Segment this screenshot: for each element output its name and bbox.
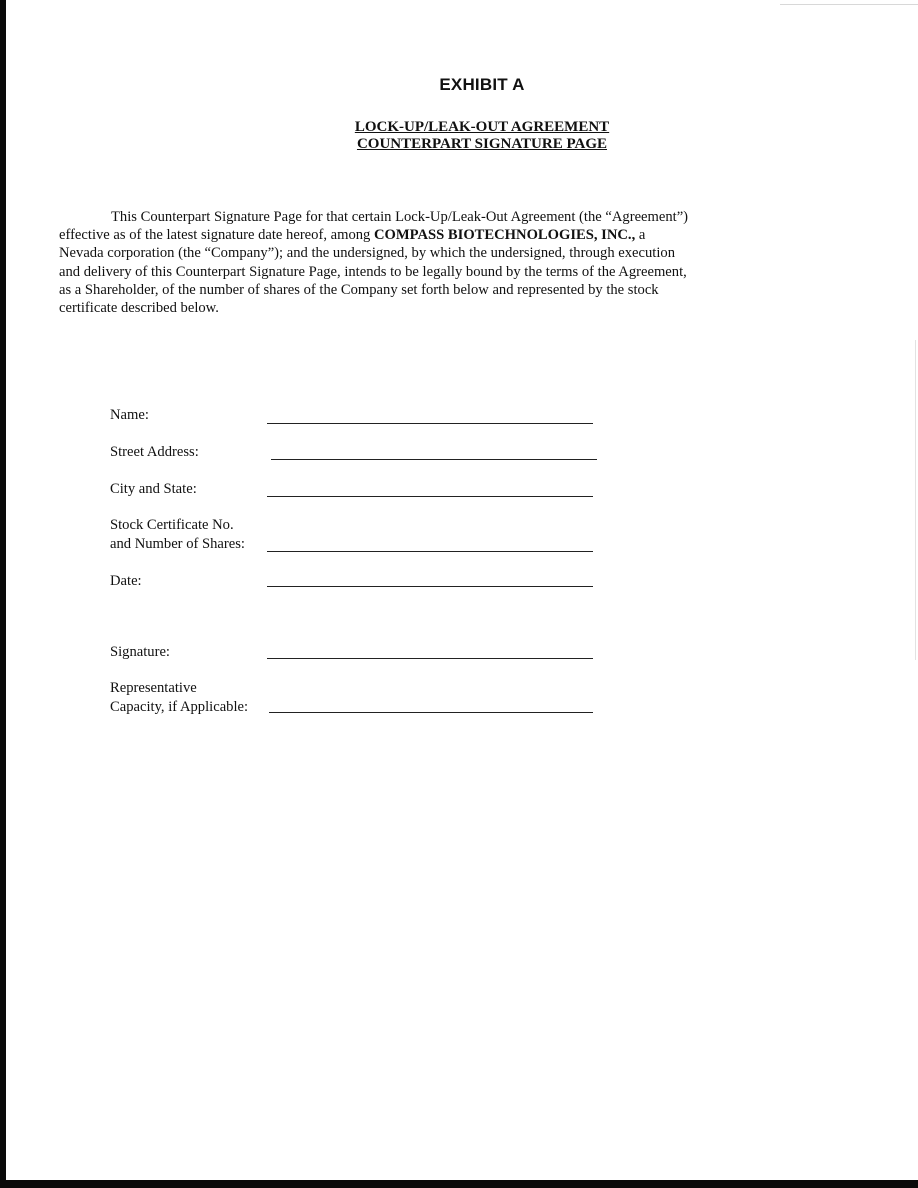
- signature-label: Signature:: [110, 644, 170, 660]
- company-name: COMPASS BIOTECHNOLOGIES, INC.,: [373, 227, 636, 244]
- street-address-label: Street Address:: [110, 444, 199, 460]
- paragraph-line-1: This Counterpart Signature Page for that certain Lock-Up/Leak-Out Agreement (the “Agreement”): [111, 209, 689, 225]
- paragraph-line-3: Nevada corporation (the “Company”); and the undersigned, by which the undersigned, through execution: [59, 245, 675, 262]
- stock-certificate-blank-line[interactable]: [267, 551, 593, 552]
- paragraph-line-6: certificate described below.: [59, 300, 219, 317]
- paragraph-line-5: as a Shareholder, of the number of shares of the Company set forth below and represented by the stock: [59, 281, 659, 298]
- exhibit-heading: EXHIBIT A: [439, 75, 525, 94]
- scan-artifact-right: [915, 340, 916, 660]
- paragraph-line-2: [59, 226, 759, 244]
- date-label: Date:: [110, 573, 142, 589]
- name-label: Name:: [110, 407, 149, 423]
- representative-capacity-blank-line[interactable]: [269, 712, 593, 713]
- title-line-1: LOCK-UP/LEAK-OUT AGREEMENT: [354, 119, 610, 135]
- stock-certificate-label-2: and Number of Shares:: [110, 536, 245, 552]
- stock-certificate-label-1: Stock Certificate No.: [110, 517, 234, 533]
- representative-label-1: Representative: [110, 680, 197, 696]
- paragraph-line-4: and delivery of this Counterpart Signature Page, intends to be legally bound by the terms of the Agreement,: [59, 263, 687, 280]
- representative-label-2: Capacity, if Applicable:: [110, 699, 249, 715]
- paragraph-line-2-end: a: [635, 227, 646, 244]
- name-blank-line[interactable]: [267, 423, 593, 424]
- street-address-blank-line[interactable]: [271, 459, 597, 460]
- city-state-blank-line[interactable]: [267, 496, 593, 497]
- date-blank-line[interactable]: [267, 586, 593, 587]
- title-line-2: COUNTERPART SIGNATURE PAGE: [356, 136, 608, 152]
- signature-blank-line[interactable]: [267, 658, 593, 659]
- city-state-label: City and State:: [110, 481, 197, 497]
- paragraph-line-2-text: effective as of the latest signature date hereof, among: [59, 227, 374, 244]
- scan-artifact-top: [780, 4, 918, 5]
- scan-border-left: [0, 0, 6, 1188]
- scan-border-bottom: [0, 1180, 918, 1188]
- agreement-title: [23, 119, 918, 153]
- agreement-paragraph: [59, 208, 759, 317]
